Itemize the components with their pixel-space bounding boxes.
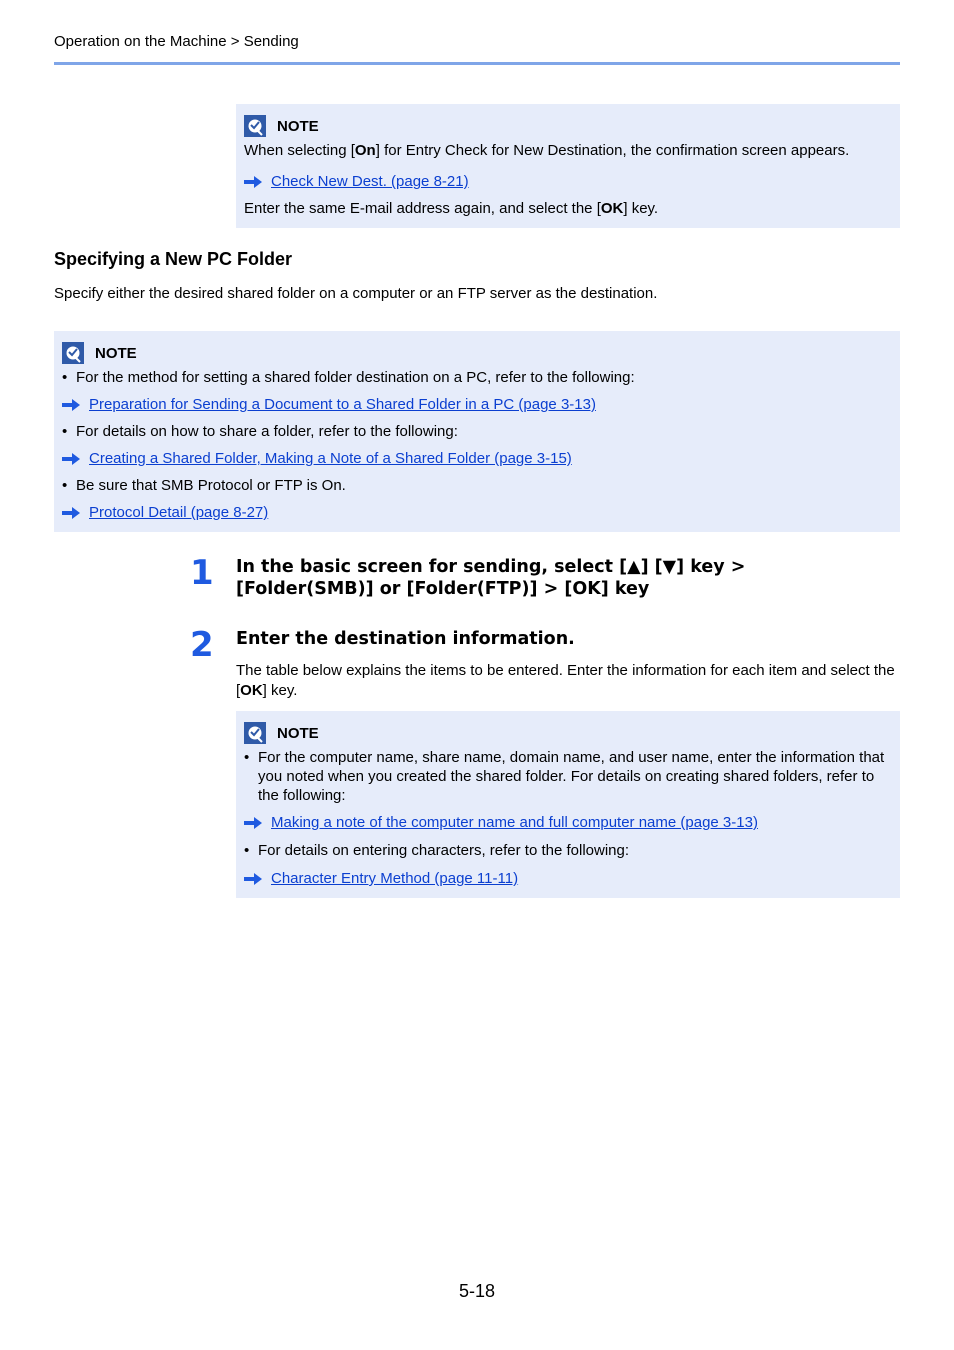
page-number: 5-18	[458, 1281, 496, 1301]
link-preparation-shared-folder[interactable]: Preparation for Sending a Document to a Shared Folder in a PC (page 3-13)	[89, 396, 596, 413]
note-label: NOTE	[95, 344, 137, 362]
link-creating-shared-folder[interactable]: Creating a Shared Folder, Making a Note of a Shared Folder (page 3-15)	[89, 450, 572, 467]
link-protocol-detail[interactable]: Protocol Detail (page 8-27)	[89, 504, 269, 521]
section-intro: Specify either the desired shared folder on a computer or an FTP server as the destination.	[54, 285, 658, 302]
link-row	[62, 503, 892, 522]
arrow-right-icon	[244, 817, 262, 829]
note-icon	[244, 115, 266, 137]
note-text: When selecting [On] for Entry Check for New Destination, the confirmation screen appears.	[244, 142, 850, 159]
link-row	[244, 869, 892, 888]
note-label: NOTE	[277, 117, 319, 135]
link-character-entry-method[interactable]: Character Entry Method (page 11-11)	[271, 870, 519, 887]
link-row	[244, 172, 892, 191]
note-header	[62, 342, 137, 364]
section-title: Specifying a New PC Folder	[54, 249, 293, 269]
note-text-2: Enter the same E-mail address again, and select the [OK] key.	[244, 200, 659, 217]
link-making-note-computer-name[interactable]: Making a note of the computer name and full computer name (page 3-13)	[271, 814, 758, 831]
note-bullet: • Be sure that SMB Protocol or FTP is On.	[62, 476, 892, 495]
step-1-title: In the basic screen for sending, select [▲] [▼] key > [Folder(SMB)] or [Folder(FTP)] > [OK] key	[236, 557, 746, 599]
note-header	[244, 115, 319, 137]
arrow-right-icon	[244, 873, 262, 885]
arrow-right-icon	[62, 453, 80, 465]
note-bullet: • For the computer name, share name, domain name, and user name, enter the information that you noted when you created the shared folder. For details on creating shared folders, refer to the following:	[244, 748, 892, 805]
breadcrumb: Operation on the Machine > Sending	[54, 33, 299, 50]
step-2-body: The table below explains the items to be entered. Enter the information for each item and select the [OK] key.	[236, 662, 895, 699]
note-bullet: • For details on entering characters, refer to the following:	[244, 841, 892, 860]
link-check-new-dest[interactable]: Check New Dest. (page 8-21)	[271, 173, 469, 190]
arrow-right-icon	[62, 399, 80, 411]
link-row	[244, 813, 892, 832]
step-number-2: 2	[190, 625, 214, 665]
note-bullet: • For the method for setting a shared folder destination on a PC, refer to the following:	[62, 368, 892, 387]
note-header	[244, 722, 319, 744]
note-bullet: • For details on how to share a folder, refer to the following:	[62, 422, 892, 441]
arrow-right-icon	[62, 507, 80, 519]
note-icon	[244, 722, 266, 744]
link-row	[62, 395, 892, 414]
step-2-title: Enter the destination information.	[236, 629, 575, 649]
note-box-2	[54, 331, 900, 532]
step-number-1: 1	[190, 553, 214, 593]
arrow-right-icon	[244, 176, 262, 188]
link-row	[62, 449, 892, 468]
note-icon	[62, 342, 84, 364]
note-label: NOTE	[277, 724, 319, 742]
header-rule	[54, 62, 900, 65]
note-box-3	[236, 711, 900, 898]
note-box-1	[236, 104, 900, 228]
